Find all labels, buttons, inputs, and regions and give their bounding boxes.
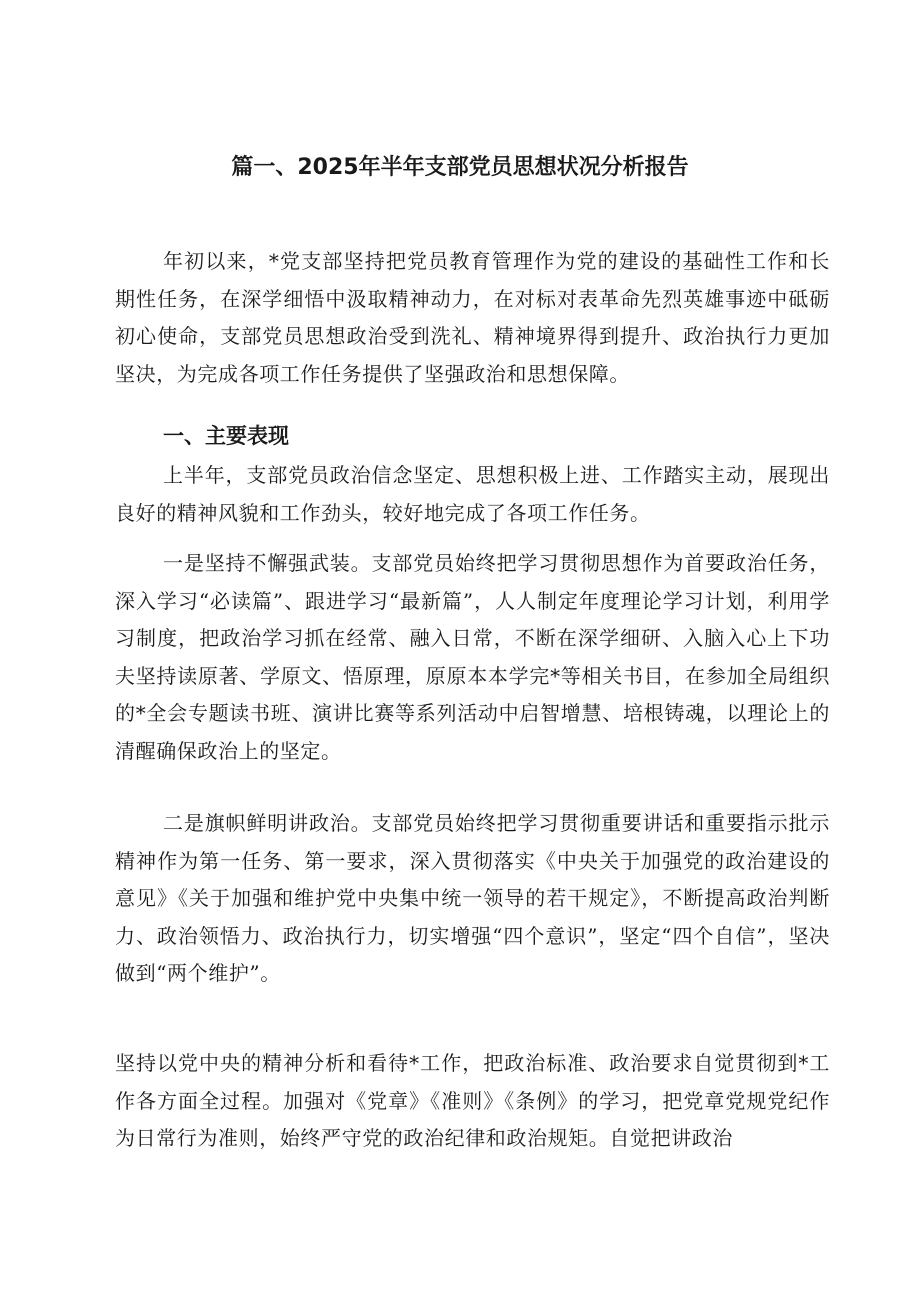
intro-paragraph: 年初以来，*党支部坚持把党员教育管理作为党的建设的基础性工作和长期性任务，在深学细悟中汲取精神动力，在对标对表革命先烈英雄事迹中砥砺初心使命，支部党员思想政治受到洗礼、精神境界得到提升、政治执行力更加坚决，为完成各项工作任务提供了坚强政治和思想保障。 xyxy=(115,249,830,386)
summary-paragraph: 上半年，支部党员政治信念坚定、思想积极上进、工作踏实主动，展现出良好的精神风貌和工作劲头，较好地完成了各项工作任务。 xyxy=(115,463,830,525)
section-heading: 一、主要表现 xyxy=(163,424,289,448)
continuation-paragraph: 坚持以党中央的精神分析和看待*工作，把政治标准、政治要求自觉贯彻到*工作各方面全过程。加强对《党章》《准则》《条例》的学习，把党章党规党纪作为日常行为准则，始终严守党的政治纪律和政治规矩。自觉把讲政治 xyxy=(115,1051,830,1150)
point-two-paragraph: 二是旗帜鲜明讲政治。支部党员始终把学习贯彻重要讲话和重要指示批示精神作为第一任务、第一要求，深入贯彻落实《中央关于加强党的政治建设的意见》《关于加强和维护党中央集中统一领导的若干规定》，不断提高政治判断力、政治领悟力、政治执行力，切实增强“四个意识”，坚定“四个自信”，坚决做到“两个维护”。 xyxy=(115,811,830,985)
document-title: 篇一、2025年半年支部党员思想状况分析报告 xyxy=(231,155,689,180)
point-one-paragraph: 一是坚持不懈强武装。支部党员始终把学习贯彻思想作为首要政治任务，深入学习“必读篇”、跟进学习“最新篇”，人人制定年度理论学习计划，利用学习制度，把政治学习抓在经常、融入日常，不断在深学细研、入脑入心上下功夫坚持读原著、学原文、悟原理，原原本本学完*等相关书目，在参加全局组织的*全会专题读书班、演讲比赛等系列活动中启智增慧、培根铸魂，以理论上的清醒确保政治上的坚定。 xyxy=(115,551,830,763)
